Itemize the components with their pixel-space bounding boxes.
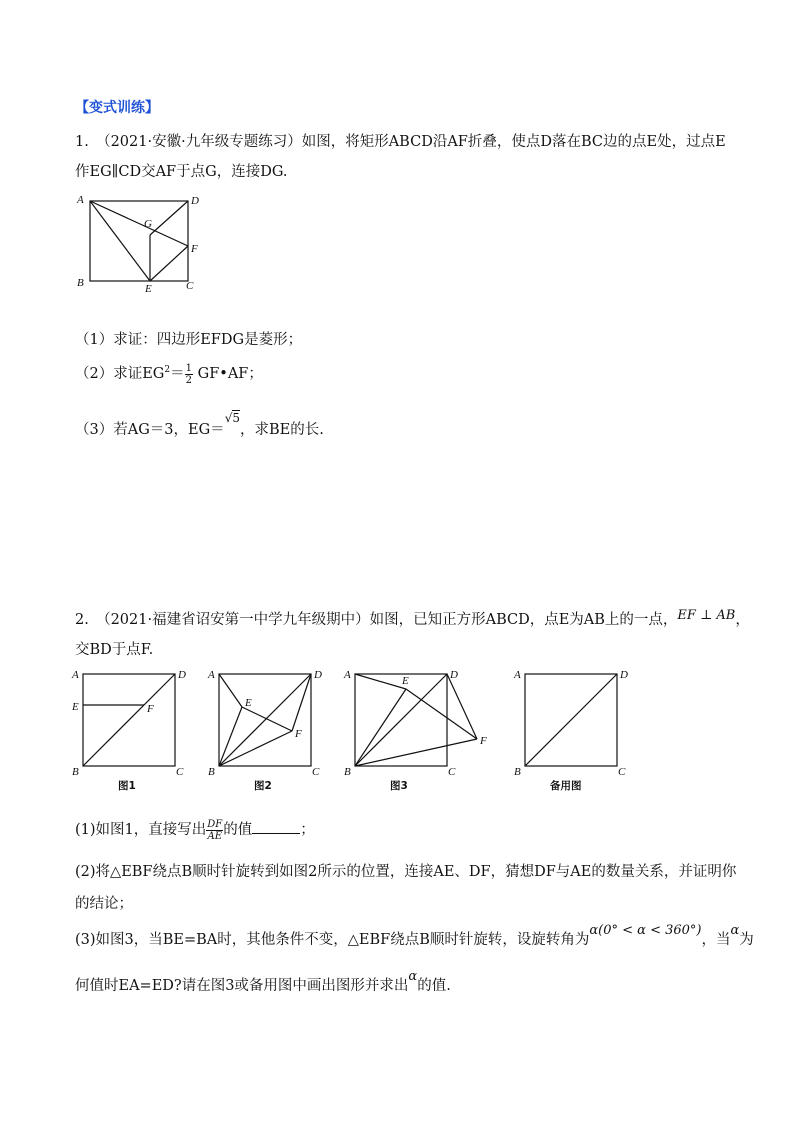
q1-part3-sqrt: √5 [224, 411, 240, 425]
q2-sub3-line2 [75, 969, 451, 995]
q1-label-e: E [145, 283, 152, 295]
q1-part3-text-b: ，求BE的长. [239, 422, 324, 438]
fig2-label-d: D [314, 669, 322, 681]
spare-label-c: C [618, 766, 626, 778]
q2-statement-line1 [75, 608, 750, 629]
q2-sub2-line2: 的结论； [75, 896, 133, 912]
q2-sub1-text-c: ； [300, 822, 315, 838]
q1-statement-line1: 1. （2021·安徽·九年级专题练习）如图，将矩形ABCD沿AF折叠，使点D落在BC边的点E处，过点E [75, 134, 726, 150]
q2-sub3-alpha: α [730, 923, 740, 938]
fig2-label-e: E [245, 697, 252, 709]
line-ae [90, 201, 150, 281]
fig1-caption: 图1 [118, 780, 136, 792]
line-ef [150, 246, 188, 281]
fig3-label-b: B [344, 766, 351, 778]
diagonal-bd [83, 674, 175, 766]
q1-part1: （1）求证：四边形EFDG是菱形； [75, 332, 303, 348]
q2-sub1-frac-den: AE [207, 830, 223, 842]
q2-sub3-text-b: ，当 [701, 932, 731, 948]
rectangle-abcd [90, 201, 188, 281]
fig2-label-f: F [295, 728, 302, 740]
fig3-label-d: D [450, 669, 458, 681]
fig2-caption: 图2 [254, 780, 272, 792]
q1-part2-frac-num: 1 [185, 362, 193, 374]
fig3-label-f: F [480, 735, 487, 747]
q2-figure-3 [340, 662, 500, 792]
q1-part2-fraction [185, 363, 193, 386]
line-ae [219, 674, 242, 707]
fig1-label-e: E [72, 701, 79, 713]
q1-part2-exponent: 2 [164, 365, 171, 376]
q1-part2-text-c: GF•AF； [197, 366, 263, 382]
diagonal-bd [525, 674, 617, 766]
fig1-label-d: D [178, 669, 186, 681]
q1-part3 [75, 411, 324, 439]
q2-sub3-line2-alpha: α [408, 969, 418, 984]
q2-sub3-line1 [75, 923, 754, 949]
fig2-label-a: A [208, 669, 215, 681]
q1-part2-frac-den: 2 [185, 374, 193, 386]
q1-part2-equals: ＝ [170, 366, 185, 382]
fig1-label-f: F [147, 703, 154, 715]
line-gd [150, 201, 188, 235]
line-bf [355, 739, 477, 766]
q2-statement-text-b: ， [735, 612, 750, 628]
fig2-label-c: C [312, 766, 320, 778]
spare-label-b: B [514, 766, 521, 778]
fig3-caption: 图3 [390, 780, 408, 792]
q2-sub3-line2-text-a: 何值时EA=ED?请在图3或备用图中画出图形并求出 [75, 978, 409, 994]
q2-figure-1 [68, 662, 192, 792]
diagonal-bd [219, 674, 311, 766]
q1-statement-line2: 作EG∥CD交AF于点G，连接DG. [75, 164, 288, 180]
q1-label-g: G [144, 218, 152, 230]
q2-sub1-frac-num: DF [207, 818, 223, 830]
q2-sub3-text-a: (3)如图3，当BE=BA时，其他条件不变，△EBF绕点B顺时针旋转，设旋转角为 [75, 932, 590, 948]
q2-sub1-fraction [206, 819, 223, 842]
fig3-label-a: A [344, 669, 351, 681]
line-ae [355, 674, 406, 689]
line-be [355, 689, 406, 766]
spare-label-d: D [620, 669, 628, 681]
q2-perpendicular-math: EF ⊥ AB [677, 608, 736, 623]
q1-part2-text-a: （2）求证EG [75, 366, 165, 382]
spare-caption: 备用图 [550, 780, 582, 792]
line-af [90, 201, 188, 246]
line-df [447, 674, 477, 739]
q1-label-f: F [191, 243, 198, 255]
fig2-label-b: B [208, 766, 215, 778]
line-df [292, 674, 311, 731]
line-bf [219, 731, 292, 766]
fig1-label-a: A [72, 669, 79, 681]
q1-part3-sqrt-radicand: 5 [232, 411, 240, 425]
spare-label-a: A [514, 669, 521, 681]
q1-part2 [75, 362, 263, 386]
fig3-label-e: E [402, 675, 409, 687]
fig3-label-c: C [448, 766, 456, 778]
q1-label-d: D [191, 195, 199, 207]
q2-sub2-line1: (2)将△EBF绕点B顺时针旋转到如图2所示的位置，连接AE、DF，猜想DF与AE的数量关系，并证明你 [75, 864, 737, 880]
fig1-label-c: C [176, 766, 184, 778]
q2-statement-text-a: 2. （2021·福建省诏安第一中学九年级期中）如图，已知正方形ABCD，点E为AB上的一点， [75, 612, 678, 628]
q1-label-c: C [186, 280, 194, 292]
q2-figure-spare [510, 662, 634, 792]
q1-rectangle-figure [72, 190, 212, 296]
q1-label-b: B [77, 277, 84, 289]
q2-sub1 [75, 818, 315, 842]
q2-sub3-line2-text-b: 的值. [417, 978, 451, 994]
q2-sub3-angle-range: α(0° < α < 360°) [589, 923, 702, 938]
q2-figure-2 [204, 662, 328, 792]
q2-sub3-text-c: 为 [739, 932, 754, 948]
line-ef [242, 707, 292, 731]
section-heading: 【变式训练】 [75, 100, 159, 116]
q2-sub1-text-a: (1)如图1，直接写出 [75, 822, 207, 838]
q2-sub1-answer-blank [252, 821, 300, 834]
line-ef [406, 689, 477, 739]
q2-statement-line2: 交BD于点F. [75, 642, 154, 658]
q2-sub1-text-b: 的值 [223, 822, 253, 838]
q1-label-a: A [77, 194, 84, 206]
fig1-label-b: B [72, 766, 79, 778]
q1-part3-text-a: （3）若AG＝3，EG＝ [75, 422, 225, 438]
